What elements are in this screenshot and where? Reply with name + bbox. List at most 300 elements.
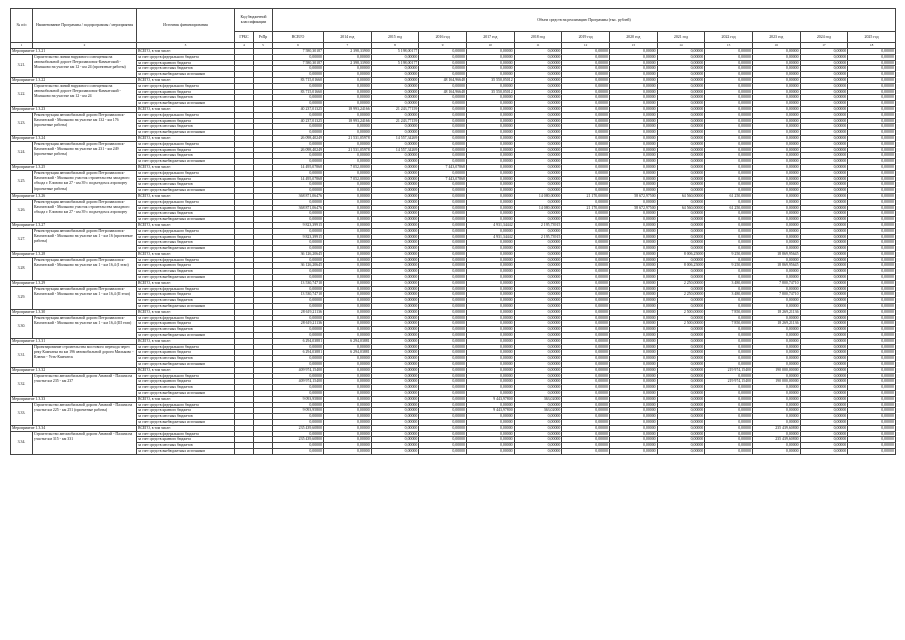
year-value-cell: 0,00000 [609,234,657,240]
year-value-cell: 0,00000 [800,246,848,252]
funding-source: за счет средств местных бюджетов [137,66,235,72]
year-value-cell: 0,00000 [752,402,800,408]
year-value-cell: 0,00000 [514,182,562,188]
year-value-cell: 8 006,25000 [657,263,705,269]
funding-source: за счет средств внебюджетных источников [137,101,235,107]
measure-title: Мероприятие 1.3.21 [11,49,137,55]
year-value-cell: 0,00000 [609,315,657,321]
year-value-cell: 0,00000 [562,286,610,292]
year-value-cell: 0,00000 [752,118,800,124]
year-value-cell: 0,00000 [466,338,514,344]
year-value-cell: 0,00000 [848,402,896,408]
year-value-cell: 0,00000 [562,437,610,443]
year-value-cell: 0,00000 [371,159,419,165]
measure-name: Реконструкция автомобильной дороги Петропавловск-Камчатский - Мильково участок строительства западного обхода г. Елизово км 27 - км 39 с подъездом к аэропорту [33,199,137,222]
year-value-cell: 0,00000 [466,309,514,315]
year-value-cell: 0,00000 [371,101,419,107]
year-value-cell: 0,00000 [800,443,848,449]
year-value-cell: 0,00000 [800,338,848,344]
year-value-cell: 0,00000 [324,292,372,298]
year-value-cell: 0,00000 [657,176,705,182]
year-value-cell: 0,00000 [609,402,657,408]
year-value-cell: 0,00000 [514,367,562,373]
year-value-cell: 0,00000 [705,95,753,101]
year-value-cell: 0,00000 [371,391,419,397]
year-value-cell: 0,00000 [419,135,467,141]
measure-name: Реконструкция автомобильной дороги Петропавловск-Камчатский - Мильково участок строительства западного обхода г. Елизово км 27 - км 39 с подъездом к аэропорту (проектные работы) [33,170,137,193]
funding-source: за счет средств местных бюджетов [137,182,235,188]
year-value-cell: 0,00000 [609,135,657,141]
measure-title: Мероприятие 1.3.33 [11,396,137,402]
total-value-cell: 0,00000 [273,414,324,420]
year-value-cell: 0,00000 [514,263,562,269]
year-value-cell: 0,00000 [562,391,610,397]
col-index-cell: 9 [419,43,467,49]
year-value-cell: 61 250,00000 [705,193,753,199]
total-value-cell: 7 580,30187 [273,49,324,55]
year-value-cell: 0,00000 [324,153,372,159]
year-value-cell: 0,00000 [466,385,514,391]
year-value-cell: 0,00000 [562,135,610,141]
year-value-cell: 0,00000 [466,391,514,397]
year-value-cell: 0,00000 [609,333,657,339]
year-value-cell: 0,00000 [562,217,610,223]
funding-source: за счет средств внебюджетных источников [137,391,235,397]
year-value-cell: 0,00000 [657,66,705,72]
year-value-cell: 14 557,34269 [371,135,419,141]
year-value-cell: 0,00000 [466,164,514,170]
year-value-cell: 0,00000 [848,205,896,211]
year-value-cell: 0,00000 [514,54,562,60]
funding-source: за счет средств федерального бюджета [137,141,235,147]
year-value-cell: 0,00000 [800,304,848,310]
year-value-cell: 0,00000 [419,83,467,89]
year-value-cell: 0,00000 [705,228,753,234]
measure-number: 3.21. [11,54,33,77]
total-value-cell: 0,00000 [273,373,324,379]
funding-source: ВСЕГО, в том числе: [137,193,235,199]
year-value-cell: 0,00000 [609,321,657,327]
year-value-cell: 0,00000 [800,141,848,147]
funding-source: ВСЕГО, в том числе: [137,251,235,257]
total-value-cell: 14 495,07868 [273,176,324,182]
year-value-cell: 0,00000 [800,222,848,228]
year-value-cell: 0,00000 [466,170,514,176]
year-value-cell: 0,00000 [752,95,800,101]
year-value-cell: 0,00000 [657,222,705,228]
year-value-cell: 0,00000 [609,379,657,385]
year-value-cell: 2 195,73915 [514,222,562,228]
year-value-cell: 0,00000 [848,304,896,310]
funding-source: ВСЕГО, в том числе: [137,164,235,170]
year-value-cell: 0,00000 [609,327,657,333]
year-value-cell: 0,00000 [514,257,562,263]
year-value-cell: 0,00000 [514,269,562,275]
year-value-cell: 0,00000 [609,217,657,223]
year-value-cell: 0,00000 [324,431,372,437]
year-value-cell: 58 672,97500 [609,205,657,211]
year-value-cell: 0,00000 [419,414,467,420]
year-value-cell: 0,00000 [419,205,467,211]
year-value-cell: 0,00000 [371,338,419,344]
measure-number: 3.25. [11,170,33,193]
year-value-cell: 0,00000 [466,193,514,199]
year-value-cell: 0,00000 [324,333,372,339]
year-value-cell: 0,00000 [657,333,705,339]
year-value-cell: 0,00000 [419,321,467,327]
year-value-cell: 0,00000 [419,420,467,426]
year-value-cell: 0,00000 [657,170,705,176]
year-value-cell: 363,02000 [514,408,562,414]
year-value-cell: 0,00000 [752,246,800,252]
year-value-cell: 0,00000 [324,385,372,391]
year-value-cell: 235 439,60800 [752,425,800,431]
year-value-cell: 0,00000 [657,275,705,281]
total-value-cell: 0,00000 [273,298,324,304]
year-value-cell: 0,00000 [371,425,419,431]
year-value-cell: 0,00000 [800,414,848,420]
year-value-cell: 5 198,00177 [371,49,419,55]
year-value-cell: 0,00000 [419,217,467,223]
year-value-cell: 0,00000 [609,89,657,95]
year-value-cell: 190 000,00000 [752,367,800,373]
year-value-cell: 0,00000 [371,164,419,170]
year-value-cell: 0,00000 [371,362,419,368]
year-value-cell: 0,00000 [752,193,800,199]
year-value-cell: 0,00000 [705,246,753,252]
year-value-cell: 0,00000 [800,49,848,55]
funding-source: за счет средств федерального бюджета [137,315,235,321]
measure-title: Мероприятие 1.3.25 [11,164,137,170]
year-value-cell: 0,00000 [705,257,753,263]
year-value-cell: 0,00000 [657,77,705,83]
col-index-cell: 1 [11,43,33,49]
year-value-cell: 64 560,00000 [657,205,705,211]
funding-source: ВСЕГО, в том числе: [137,106,235,112]
year-value-cell: 0,00000 [514,112,562,118]
year-value-cell: 0,00000 [800,333,848,339]
year-value-cell: 7 052,00000 [324,176,372,182]
year-value-cell: 0,00000 [752,135,800,141]
funding-source: за счет средств местных бюджетов [137,240,235,246]
year-value-cell: 0,00000 [848,182,896,188]
year-value-cell: 18 993,24166 [324,118,372,124]
measure-title: Мероприятие 1.3.31 [11,338,137,344]
year-value-cell: 0,00000 [371,385,419,391]
year-value-cell: 0,00000 [419,72,467,78]
year-value-cell: 0,00000 [371,188,419,194]
year-value-cell: 21 243,77159 [371,106,419,112]
year-value-cell: 0,00000 [848,396,896,402]
year-value-cell: 0,00000 [466,286,514,292]
year-value-cell: 0,00000 [609,246,657,252]
total-value-cell: 9 093,95800 [273,396,324,402]
year-value-cell: 0,00000 [466,292,514,298]
year-value-cell: 0,00000 [514,101,562,107]
year-value-cell: 0,00000 [466,367,514,373]
year-value-cell: 0,00000 [466,54,514,60]
total-value-cell: 0,00000 [273,182,324,188]
funding-source: за счет средств краевого бюджета [137,437,235,443]
total-value-cell: 0,00000 [273,217,324,223]
total-value-cell: 6 294,03881 [273,338,324,344]
year-value-cell: 0,00000 [562,222,610,228]
year-value-cell: 0,00000 [514,420,562,426]
year-value-cell: 0,00000 [562,164,610,170]
year-value-cell: 0,00000 [419,362,467,368]
year-value-cell: 0,00000 [466,124,514,130]
year-value-cell: 0,00000 [800,153,848,159]
total-value-cell: 0,00000 [273,112,324,118]
year-value-cell: 0,00000 [752,333,800,339]
year-value-cell: 0,00000 [752,414,800,420]
year-value-cell: 235 439,60800 [752,437,800,443]
year-value-cell: 0,00000 [562,257,610,263]
year-value-cell: 0,00000 [562,118,610,124]
year-value-cell: 0,00000 [705,141,753,147]
year-value-cell: 0,00000 [705,338,753,344]
year-value-cell: 0,00000 [705,211,753,217]
measure-name: Реконструкция автомобильной дороги Петропавловск-Камчатский - Мильково на участке км 1 - км 16 (проектные работы) [33,228,137,251]
year-value-cell: 0,00000 [371,83,419,89]
year-value-cell: 0,00000 [848,391,896,397]
year-value-cell: 0,00000 [562,333,610,339]
year-value-cell: 0,00000 [371,275,419,281]
year-value-cell: 0,00000 [371,170,419,176]
year-value-cell: 0,00000 [848,344,896,350]
year-value-cell: 0,00000 [609,147,657,153]
year-value-cell: 0,00000 [657,153,705,159]
year-value-cell: 0,00000 [466,188,514,194]
year-value-cell: 0,00000 [848,448,896,454]
year-value-cell: 0,00000 [466,246,514,252]
year-value-cell: 0,00000 [657,188,705,194]
funding-source: за счет средств внебюджетных источников [137,304,235,310]
year-value-cell: 0,00000 [514,333,562,339]
year-value-cell: 0,00000 [705,315,753,321]
year-value-cell: 0,00000 [466,118,514,124]
year-value-cell: 0,00000 [324,228,372,234]
year-value-cell: 0,00000 [419,159,467,165]
year-value-cell: 0,00000 [324,246,372,252]
year-value-cell: 0,00000 [752,130,800,136]
year-value-cell: 0,00000 [324,124,372,130]
year-value-cell: 0,00000 [800,344,848,350]
year-value-cell: 0,00000 [848,153,896,159]
year-value-cell: 0,00000 [609,49,657,55]
year-value-cell: 0,00000 [514,373,562,379]
col-year-header: 2021 год [657,32,705,43]
year-value-cell: 0,00000 [466,147,514,153]
year-value-cell: 0,00000 [705,286,753,292]
year-value-cell: 0,00000 [752,228,800,234]
year-value-cell: 0,00000 [657,89,705,95]
funding-source: за счет средств краевого бюджета [137,176,235,182]
year-value-cell: 0,00000 [371,193,419,199]
year-value-cell: 0,00000 [562,321,610,327]
year-value-cell: 0,00000 [705,275,753,281]
measure-title: Мероприятие 1.3.23 [11,106,137,112]
funding-source: за счет средств краевого бюджета [137,379,235,385]
year-value-cell: 0,00000 [848,309,896,315]
year-value-cell: 0,00000 [514,350,562,356]
year-value-cell: 0,00000 [657,95,705,101]
year-value-cell: 0,00000 [371,315,419,321]
year-value-cell: 64 560,00000 [657,193,705,199]
year-value-cell: 0,00000 [514,77,562,83]
measure-name: Строительство автомобильной дороги Анавгай - Палана на участке км 235 - км 237 [33,373,137,396]
year-value-cell: 0,00000 [800,211,848,217]
year-value-cell: 0,00000 [419,147,467,153]
year-value-cell: 0,00000 [609,356,657,362]
year-value-cell: 0,00000 [657,286,705,292]
year-value-cell: 0,00000 [752,420,800,426]
year-value-cell: 0,00000 [324,188,372,194]
total-value-cell: 36 126,20645 [273,263,324,269]
year-value-cell: 0,00000 [609,344,657,350]
year-value-cell: 0,00000 [466,240,514,246]
col-total-header: ВСЕГО [273,32,324,43]
year-value-cell: 0,00000 [419,124,467,130]
year-value-cell: 0,00000 [705,356,753,362]
year-value-cell: 0,00000 [609,83,657,89]
year-value-cell: 0,00000 [466,280,514,286]
col-index-cell: 16 [752,43,800,49]
col-index-cell: 13 [609,43,657,49]
year-value-cell: 0,00000 [752,60,800,66]
year-value-cell: 0,00000 [371,298,419,304]
year-value-cell: 0,00000 [705,217,753,223]
year-value-cell: 0,00000 [324,275,372,281]
year-value-cell: 0,00000 [800,164,848,170]
year-value-cell: 0,00000 [466,379,514,385]
year-value-cell: 0,00000 [371,77,419,83]
year-value-cell: 0,00000 [419,130,467,136]
year-value-cell: 0,00000 [800,263,848,269]
year-value-cell: 0,00000 [848,54,896,60]
year-value-cell: 9 443,97800 [466,396,514,402]
total-value-cell: 0,00000 [273,431,324,437]
year-value-cell: 0,00000 [419,222,467,228]
year-value-cell: 0,00000 [514,321,562,327]
year-value-cell: 0,00000 [562,385,610,391]
year-value-cell: 0,00000 [419,211,467,217]
year-value-cell: 0,00000 [466,315,514,321]
year-value-cell: 0,00000 [752,176,800,182]
year-value-cell: 0,00000 [562,315,610,321]
year-value-cell: 0,00000 [419,199,467,205]
col-grbs-header: ГРБС [235,32,254,43]
year-value-cell: 0,00000 [324,448,372,454]
year-value-cell: 0,00000 [324,234,372,240]
year-value-cell: 0,00000 [657,356,705,362]
year-value-cell: 7 443,07868 [419,164,467,170]
year-value-cell: 0,00000 [419,49,467,55]
year-value-cell: 0,00000 [800,275,848,281]
year-value-cell: 0,00000 [562,66,610,72]
funding-source: за счет средств краевого бюджета [137,321,235,327]
year-value-cell: 0,00000 [562,112,610,118]
funding-source: за счет средств федерального бюджета [137,170,235,176]
year-value-cell: 0,00000 [324,222,372,228]
year-value-cell: 0,00000 [324,193,372,199]
year-value-cell: 0,00000 [848,112,896,118]
year-value-cell: 0,00000 [752,362,800,368]
year-value-cell: 0,00000 [609,54,657,60]
total-value-cell: 0,00000 [273,130,324,136]
year-value-cell: 0,00000 [514,344,562,350]
year-value-cell: 0,00000 [419,298,467,304]
year-value-cell: 0,00000 [324,344,372,350]
year-value-cell: 0,00000 [419,170,467,176]
year-value-cell: 0,00000 [371,246,419,252]
year-value-cell: 0,00000 [562,298,610,304]
year-value-cell: 35 550,05012 [466,89,514,95]
measure-title: Мероприятие 1.3.30 [11,309,137,315]
col-index-cell: 3 [137,43,235,49]
year-value-cell: 0,00000 [419,240,467,246]
measure-title: Мероприятие 1.3.26 [11,193,137,199]
year-value-cell: 0,00000 [848,338,896,344]
col-index-cell: 5 [254,43,273,49]
year-value-cell: 0,00000 [800,309,848,315]
year-value-cell: 0,00000 [800,251,848,257]
funding-source: за счет средств федерального бюджета [137,83,235,89]
year-value-cell: 0,00000 [419,188,467,194]
year-value-cell: 0,00000 [705,176,753,182]
year-value-cell: 0,00000 [800,240,848,246]
year-value-cell: 0,00000 [466,443,514,449]
year-value-cell: 0,00000 [800,124,848,130]
year-value-cell: 0,00000 [419,327,467,333]
year-value-cell: 0,00000 [848,280,896,286]
funding-source: за счет средств федерального бюджета [137,54,235,60]
year-value-cell: 0,00000 [419,141,467,147]
year-value-cell: 0,00000 [371,112,419,118]
year-value-cell: 0,00000 [371,373,419,379]
year-value-cell: 0,00000 [657,135,705,141]
funding-source: за счет средств федерального бюджета [137,402,235,408]
year-value-cell: 0,00000 [609,170,657,176]
funding-source: за счет средств местных бюджетов [137,385,235,391]
year-value-cell: 0,00000 [562,124,610,130]
year-value-cell: 0,00000 [514,431,562,437]
year-value-cell: 0,00000 [848,159,896,165]
total-value-cell: 0,00000 [273,275,324,281]
year-value-cell: 0,00000 [466,205,514,211]
year-value-cell: 0,00000 [371,205,419,211]
year-value-cell: 0,00000 [514,414,562,420]
year-value-cell: 0,00000 [848,362,896,368]
year-value-cell: 0,00000 [657,391,705,397]
year-value-cell: 0,00000 [324,437,372,443]
funding-source: за счет средств местных бюджетов [137,124,235,130]
year-value-cell: 0,00000 [324,240,372,246]
year-value-cell: 0,00000 [609,199,657,205]
year-value-cell: 0,00000 [562,182,610,188]
year-value-cell: 0,00000 [419,385,467,391]
year-value-cell: 0,00000 [419,193,467,199]
year-value-cell: 0,00000 [324,95,372,101]
year-value-cell: 0,00000 [800,66,848,72]
year-value-cell: 0,00000 [609,391,657,397]
year-value-cell: 0,00000 [800,170,848,176]
year-value-cell: 0,00000 [609,72,657,78]
year-value-cell: 0,00000 [848,286,896,292]
year-value-cell: 21 170,00000 [562,205,610,211]
year-value-cell: 0,00000 [324,321,372,327]
year-value-cell: 0,00000 [848,188,896,194]
